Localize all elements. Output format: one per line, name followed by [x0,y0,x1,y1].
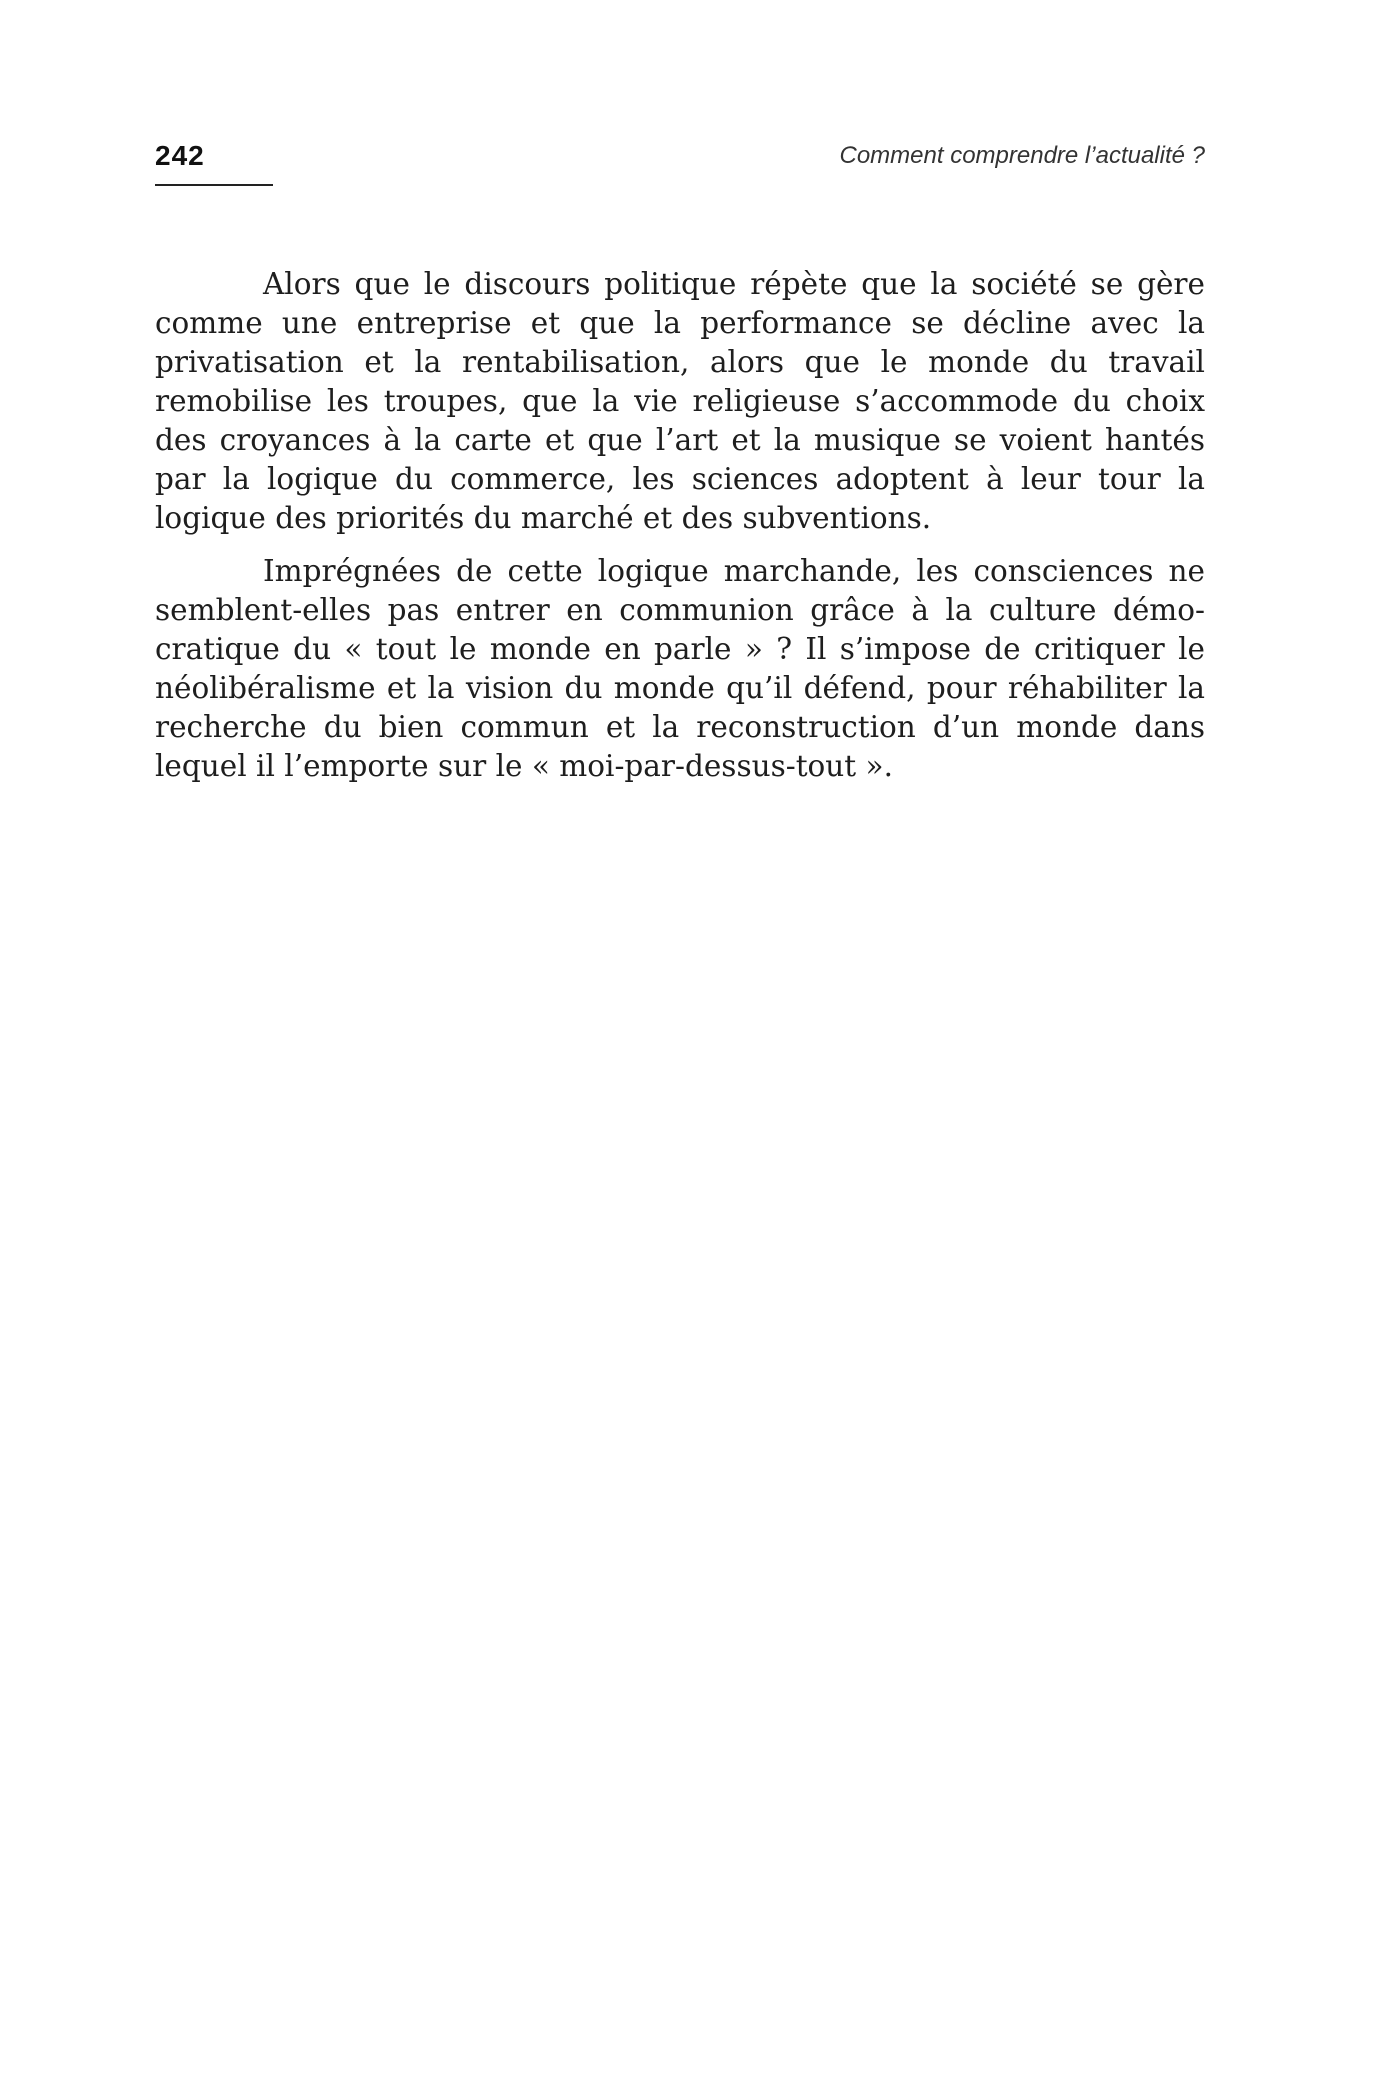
page-number: 242 [155,140,205,171]
paragraph-2: Imprégnées de cette logique marchande, les consciences ne semblent-elles pas entrer en communion grâce à la culture démocratique du « tout le monde en parle » ? Il s’impose de critiquer le néolibéralisme et la vision du monde qu’il défend, pour réhabiliter la recherche du bien commun et la reconstruction d’un monde dans lequel il l’emporte sur le « moi-par-dessus-tout ». [155,554,1205,783]
header-rule [155,184,273,186]
page-header [155,136,1205,186]
running-title: Comment comprendre l’actualité ? [839,142,1205,169]
paragraph-1: Alors que le discours politique répète que la société se gère comme une entreprise et que la performance se décline avec la privatisation et la rentabilisation, alors que le monde du travail remobilise les troupes, que la vie religieuse s’accommode du choix des croyances à la carte et que l’art et la musique se voient hantés par la logique du commerce, les sciences adoptent à leur tour la logique des priorités du marché et des subventions. [155,267,1205,535]
body-text [155,265,1205,800]
